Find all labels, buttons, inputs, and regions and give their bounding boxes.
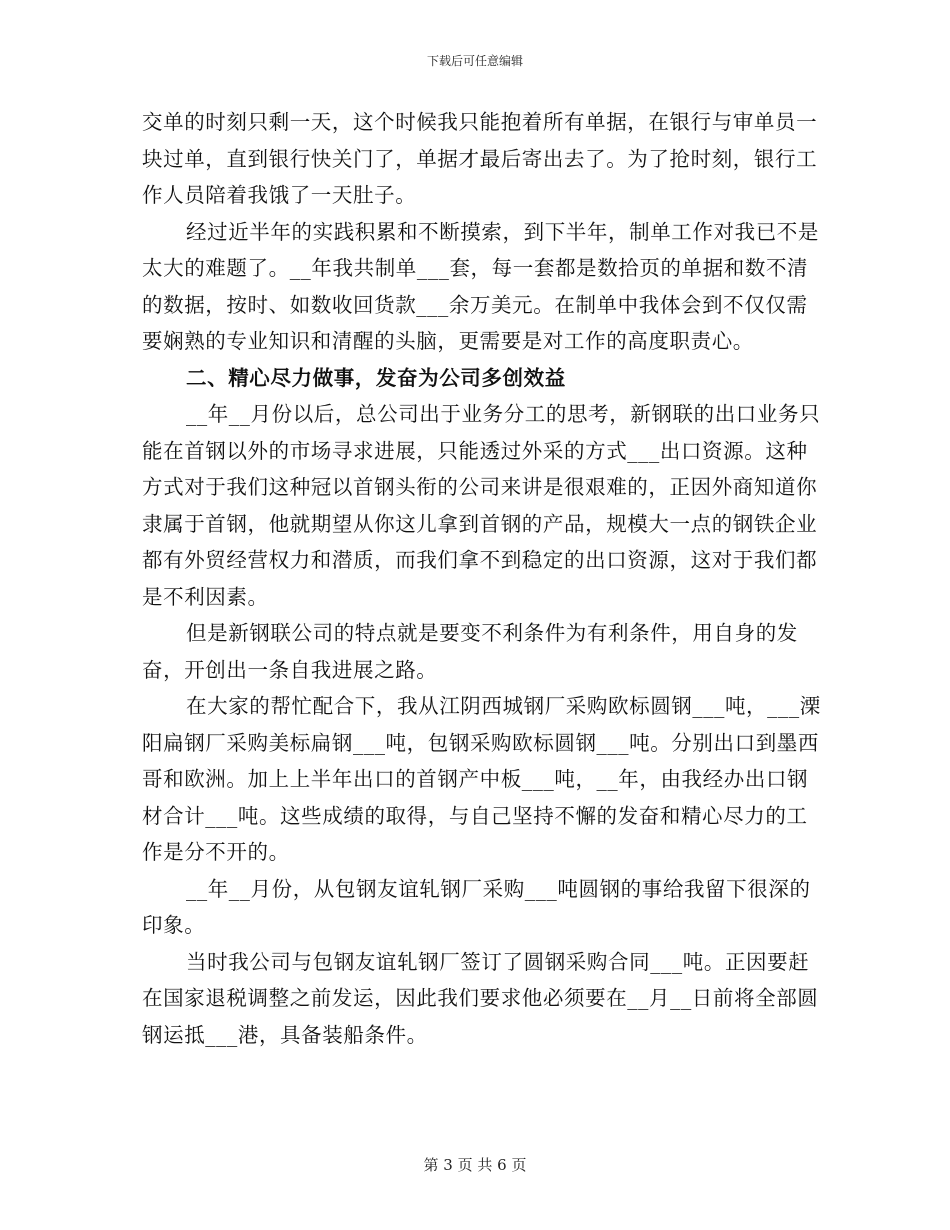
paragraph: 交单的时刻只剩一天，这个时候我只能抱着所有单据，在银行与审单员一块过单，直到银行快关门了，单据才最后寄出去了。为了抢时刻，银行工作人员陪着我饿了一天肚子。 — [142, 110, 818, 207]
page-header: 下载后可任意编辑 — [426, 54, 523, 68]
paragraph: __年__月份以后，总公司出于业务分工的思考，新钢联的出口业务只能在首钢以外的市场寻求进展，只能透过外采的方式___出口资源。这种方式对于我们这种冠以首钢头衔的公司来讲是很艰难的，正因外商知道你隶属于首钢，他就期望从你这儿拿到首钢的产品，规模大一点的钢铁企业都有外贸经营权力和潜质，而我们拿不到稳定的出口资源，这对于我们都是不利因素。 — [142, 402, 821, 609]
paragraph: 当时我公司与包钢友谊轧钢厂签订了圆钢采购合同___吨。正因要赶在国家退税调整之前发运，因此我们要求他必须要在__月__日前将全部圆钢运抵___港，具备装船条件。 — [142, 949, 819, 1047]
document-body — [142, 104, 822, 1053]
paragraph: 经过近半年的实践积累和不断摸索，到下半年，制单工作对我已不是太大的难题了。__年我共制单___套，每一套都是数拾页的单据和数不清的数据，按时、如数收回货款___余万美元。在制单中我体会到不仅仅需要娴熟的专业知识和清醒的头脑，更需要是对工作的高度职责心。 — [142, 219, 819, 353]
page-number: 第 3 页 共 6 页 — [423, 1156, 527, 1174]
section-heading: 二、精心尽力做事，发奋为公司多创效益 — [186, 365, 566, 390]
paragraph: __年__月份，从包钢友谊轧钢厂采购___吨圆钢的事给我留下很深的印象。 — [142, 876, 811, 937]
paragraph: 在大家的帮忙配合下，我从江阴西城钢厂采购欧标圆钢___吨，___溧阳扁钢厂采购美标扁钢___吨，包钢采购欧标圆钢___吨。分别出口到墨西哥和欧洲。加上上半年出口的首钢产中板___吨，__年，由我经办出口钢材合计___吨。这些成绩的取得，与自己坚持不懈的发奋和精心尽力的工作是分不开的。 — [142, 694, 821, 864]
paragraph: 但是新钢联公司的特点就是要变不利条件为有利条件，用自身的发奋，开创出一条自我进展之路。 — [142, 621, 798, 682]
